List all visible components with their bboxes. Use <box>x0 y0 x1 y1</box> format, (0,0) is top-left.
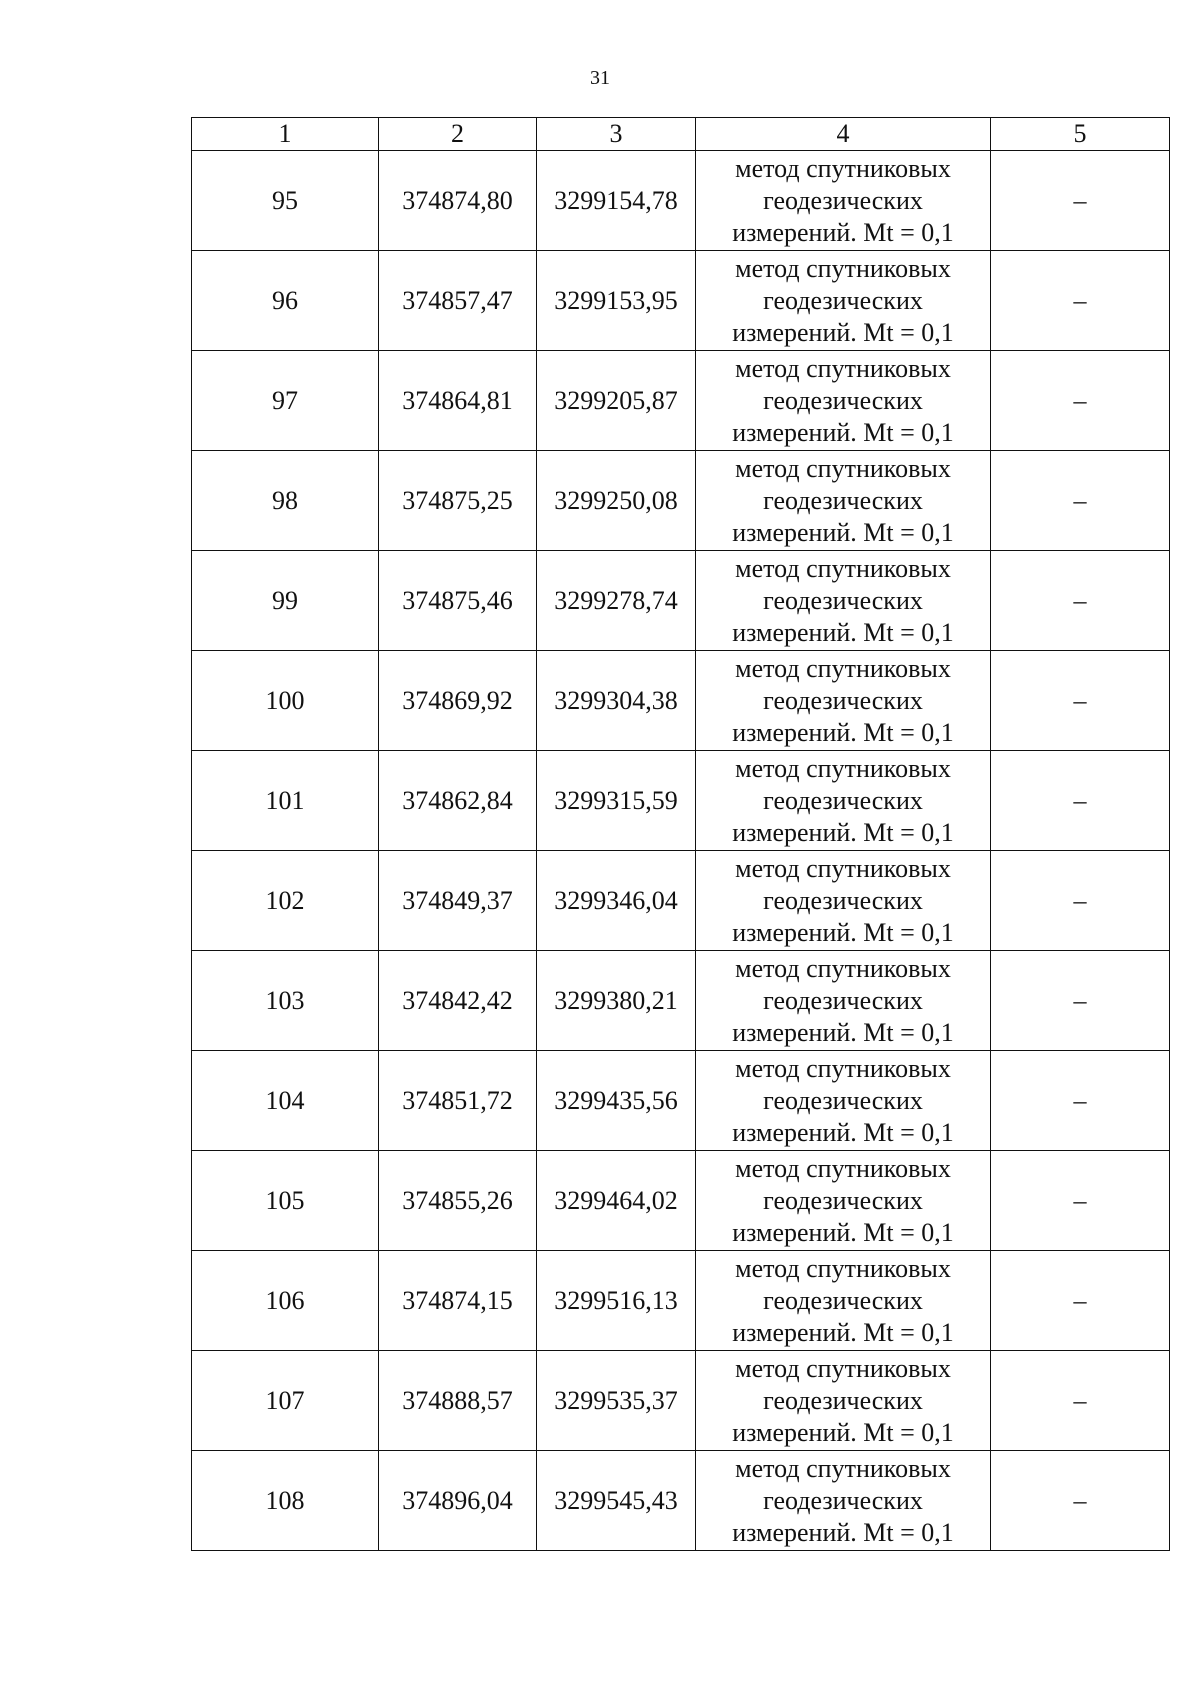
x-coordinate-cell: 374888,57 <box>379 1351 537 1451</box>
point-number-cell: 101 <box>192 751 379 851</box>
table-row <box>192 151 1170 251</box>
y-coordinate-cell: 3299315,59 <box>537 751 696 851</box>
method-text-line-1: метод спутниковых <box>735 953 951 983</box>
point-number-cell: 104 <box>192 1051 379 1151</box>
point-number-cell: 108 <box>192 1451 379 1551</box>
method-text-line-3: измерений. Mt = 0,1 <box>732 1117 954 1147</box>
method-cell <box>696 1151 991 1251</box>
method-text-line-2: геодезических <box>763 185 923 215</box>
method-text-line-2: геодезических <box>763 485 923 515</box>
column-5-cell: – <box>991 351 1170 451</box>
column-5-cell: – <box>991 451 1170 551</box>
x-coordinate-cell: 374874,80 <box>379 151 537 251</box>
method-cell <box>696 251 991 351</box>
column-header-2: 2 <box>379 118 537 151</box>
x-coordinate-cell: 374874,15 <box>379 1251 537 1351</box>
method-text-line-1: метод спутниковых <box>735 1253 951 1283</box>
table-header <box>192 118 1170 151</box>
method-cell <box>696 1251 991 1351</box>
method-cell <box>696 951 991 1051</box>
method-text-line-2: геодезических <box>763 1485 923 1515</box>
method-text-line-3: измерений. Mt = 0,1 <box>732 417 954 447</box>
point-number-cell: 107 <box>192 1351 379 1451</box>
column-5-cell: – <box>991 1451 1170 1551</box>
method-cell <box>696 1351 991 1451</box>
y-coordinate-cell: 3299435,56 <box>537 1051 696 1151</box>
point-number-cell: 95 <box>192 151 379 251</box>
y-coordinate-cell: 3299250,08 <box>537 451 696 551</box>
column-5-cell: – <box>991 1251 1170 1351</box>
y-coordinate-cell: 3299535,37 <box>537 1351 696 1451</box>
method-text-line-1: метод спутниковых <box>735 553 951 583</box>
method-text-line-3: измерений. Mt = 0,1 <box>732 317 954 347</box>
method-text-line-3: измерений. Mt = 0,1 <box>732 1417 954 1447</box>
method-text-line-1: метод спутниковых <box>735 253 951 283</box>
method-text-line-2: геодезических <box>763 385 923 415</box>
table-row <box>192 1451 1170 1551</box>
y-coordinate-cell: 3299464,02 <box>537 1151 696 1251</box>
y-coordinate-cell: 3299346,04 <box>537 851 696 951</box>
x-coordinate-cell: 374875,46 <box>379 551 537 651</box>
method-text-line-1: метод спутниковых <box>735 1153 951 1183</box>
method-text-line-3: измерений. Mt = 0,1 <box>732 217 954 247</box>
x-coordinate-cell: 374869,92 <box>379 651 537 751</box>
method-text-line-2: геодезических <box>763 885 923 915</box>
point-number-cell: 98 <box>192 451 379 551</box>
table-row <box>192 751 1170 851</box>
column-header-5: 5 <box>991 118 1170 151</box>
method-cell <box>696 351 991 451</box>
point-number-cell: 100 <box>192 651 379 751</box>
method-text-line-1: метод спутниковых <box>735 453 951 483</box>
y-coordinate-cell: 3299304,38 <box>537 651 696 751</box>
method-text-line-3: измерений. Mt = 0,1 <box>732 617 954 647</box>
column-header-4: 4 <box>696 118 991 151</box>
coordinates-table <box>191 117 1170 1551</box>
method-text-line-2: геодезических <box>763 585 923 615</box>
y-coordinate-cell: 3299205,87 <box>537 351 696 451</box>
method-text-line-1: метод спутниковых <box>735 1353 951 1383</box>
column-5-cell: – <box>991 951 1170 1051</box>
table-body <box>192 151 1170 1551</box>
method-text-line-1: метод спутниковых <box>735 653 951 683</box>
column-5-cell: – <box>991 851 1170 951</box>
method-text-line-2: геодезических <box>763 285 923 315</box>
point-number-cell: 97 <box>192 351 379 451</box>
x-coordinate-cell: 374842,42 <box>379 951 537 1051</box>
x-coordinate-cell: 374851,72 <box>379 1051 537 1151</box>
point-number-cell: 96 <box>192 251 379 351</box>
y-coordinate-cell: 3299516,13 <box>537 1251 696 1351</box>
method-cell <box>696 1051 991 1151</box>
method-text-line-2: геодезических <box>763 1385 923 1415</box>
method-text-line-1: метод спутниковых <box>735 753 951 783</box>
x-coordinate-cell: 374857,47 <box>379 251 537 351</box>
column-header-3: 3 <box>537 118 696 151</box>
x-coordinate-cell: 374862,84 <box>379 751 537 851</box>
y-coordinate-cell: 3299153,95 <box>537 251 696 351</box>
column-header-1: 1 <box>192 118 379 151</box>
table-row <box>192 1351 1170 1451</box>
method-cell <box>696 451 991 551</box>
column-5-cell: – <box>991 151 1170 251</box>
x-coordinate-cell: 374896,04 <box>379 1451 537 1551</box>
method-cell <box>696 151 991 251</box>
header-row <box>192 118 1170 151</box>
point-number-cell: 99 <box>192 551 379 651</box>
method-text-line-1: метод спутниковых <box>735 1053 951 1083</box>
column-5-cell: – <box>991 1051 1170 1151</box>
x-coordinate-cell: 374875,25 <box>379 451 537 551</box>
point-number-cell: 106 <box>192 1251 379 1351</box>
method-text-line-3: измерений. Mt = 0,1 <box>732 1317 954 1347</box>
method-text-line-2: геодезических <box>763 1085 923 1115</box>
table-row <box>192 651 1170 751</box>
column-5-cell: – <box>991 1151 1170 1251</box>
method-text-line-3: измерений. Mt = 0,1 <box>732 917 954 947</box>
table-row <box>192 551 1170 651</box>
point-number-cell: 105 <box>192 1151 379 1251</box>
method-text-line-1: метод спутниковых <box>735 853 951 883</box>
table-row <box>192 451 1170 551</box>
method-text-line-2: геодезических <box>763 1285 923 1315</box>
y-coordinate-cell: 3299545,43 <box>537 1451 696 1551</box>
column-5-cell: – <box>991 1351 1170 1451</box>
table-row <box>192 951 1170 1051</box>
method-text-line-3: измерений. Mt = 0,1 <box>732 1217 954 1247</box>
table-row <box>192 251 1170 351</box>
column-5-cell: – <box>991 751 1170 851</box>
method-cell <box>696 551 991 651</box>
x-coordinate-cell: 374855,26 <box>379 1151 537 1251</box>
method-cell <box>696 751 991 851</box>
method-text-line-3: измерений. Mt = 0,1 <box>732 1517 954 1547</box>
method-text-line-1: метод спутниковых <box>735 1453 951 1483</box>
method-text-line-2: геодезических <box>763 985 923 1015</box>
method-text-line-3: измерений. Mt = 0,1 <box>732 1017 954 1047</box>
y-coordinate-cell: 3299380,21 <box>537 951 696 1051</box>
method-text-line-3: измерений. Mt = 0,1 <box>732 717 954 747</box>
table-row <box>192 1151 1170 1251</box>
method-text-line-2: геодезических <box>763 685 923 715</box>
method-cell <box>696 651 991 751</box>
method-cell <box>696 851 991 951</box>
page-number: 31 <box>590 67 610 89</box>
table-row <box>192 851 1170 951</box>
x-coordinate-cell: 374849,37 <box>379 851 537 951</box>
y-coordinate-cell: 3299278,74 <box>537 551 696 651</box>
point-number-cell: 103 <box>192 951 379 1051</box>
table-row <box>192 1251 1170 1351</box>
y-coordinate-cell: 3299154,78 <box>537 151 696 251</box>
column-5-cell: – <box>991 251 1170 351</box>
x-coordinate-cell: 374864,81 <box>379 351 537 451</box>
column-5-cell: – <box>991 651 1170 751</box>
method-text-line-2: геодезических <box>763 1185 923 1215</box>
column-5-cell: – <box>991 551 1170 651</box>
method-text-line-3: измерений. Mt = 0,1 <box>732 817 954 847</box>
method-cell <box>696 1451 991 1551</box>
table-row <box>192 351 1170 451</box>
method-text-line-2: геодезических <box>763 785 923 815</box>
point-number-cell: 102 <box>192 851 379 951</box>
table-row <box>192 1051 1170 1151</box>
method-text-line-1: метод спутниковых <box>735 353 951 383</box>
method-text-line-1: метод спутниковых <box>735 153 951 183</box>
method-text-line-3: измерений. Mt = 0,1 <box>732 517 954 547</box>
